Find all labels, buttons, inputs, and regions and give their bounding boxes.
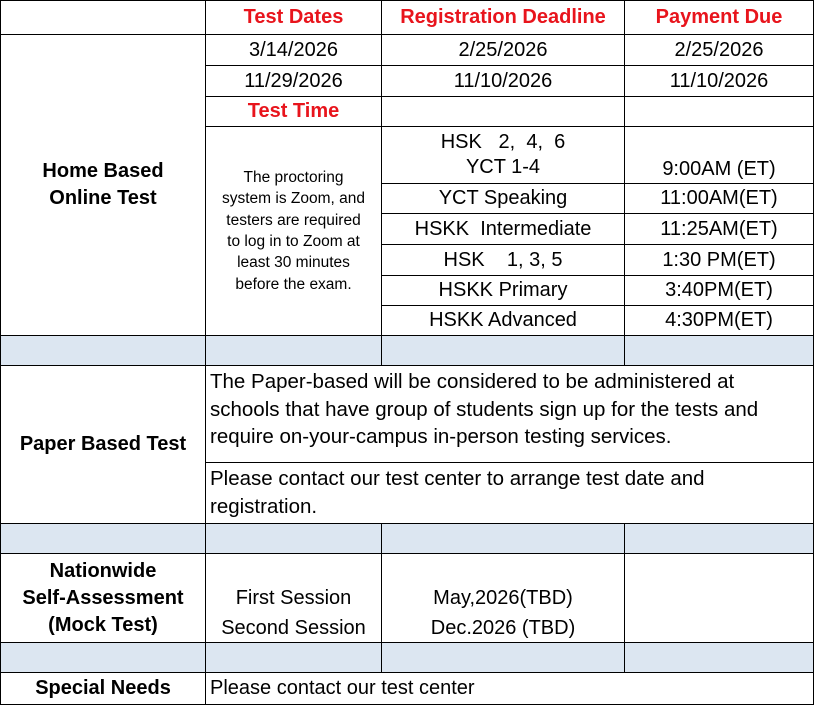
mock-empty-cell xyxy=(624,553,814,643)
paper-based-contact: Please contact our test center to arrange test date and registration. xyxy=(205,462,814,524)
spacer-cell xyxy=(381,335,625,366)
schedule-time-2: 11:00AM(ET) xyxy=(624,183,814,214)
proctoring-note-line: system is Zoom, and xyxy=(222,190,365,208)
spacer-cell xyxy=(624,523,814,554)
schedule-time-6: 4:30PM(ET) xyxy=(624,305,814,336)
mock-session-1-date: May,2026(TBD) xyxy=(433,586,573,609)
mock-session-2-date: Dec.2026 (TBD) xyxy=(430,616,576,639)
spacer-cell xyxy=(0,642,206,673)
proctoring-note-line: least 30 minutes xyxy=(237,254,350,272)
paper-based-description: The Paper-based will be considered to be administered at schools that have group of students sign up for the tests and require on-your-campus in-person testing services. xyxy=(205,365,814,463)
schedule-test-1 xyxy=(381,126,625,184)
header-payment-due: Payment Due xyxy=(624,0,814,35)
spacer-cell xyxy=(0,335,206,366)
proctoring-note-line: The proctoring xyxy=(243,168,344,186)
payment-due-1: 2/25/2026 xyxy=(624,34,814,66)
test-date-1: 3/14/2026 xyxy=(205,34,382,66)
header-registration-deadline: Registration Deadline xyxy=(381,0,625,35)
schedule-time-5: 3:40PM(ET) xyxy=(624,275,814,306)
spacer-cell xyxy=(624,642,814,673)
registration-deadline-2: 11/10/2026 xyxy=(381,65,625,97)
home-based-label xyxy=(0,34,206,336)
mock-test-label-line3: (Mock Test) xyxy=(48,613,158,636)
paper-based-label xyxy=(0,365,206,524)
paper-based-label-text: Paper Based Test xyxy=(19,433,187,455)
special-needs-label-text: Special Needs xyxy=(35,677,171,699)
mock-test-label xyxy=(0,553,206,643)
schedule-time-3: 11:25AM(ET) xyxy=(624,213,814,245)
proctoring-note-line: before the exam. xyxy=(235,275,352,293)
header-test-time: Test Time xyxy=(205,96,382,127)
home-based-label-line2: Online Test xyxy=(49,187,157,209)
spacer-cell xyxy=(624,335,814,366)
payment-due-2: 11/10/2026 xyxy=(624,65,814,97)
test-date-2: 11/29/2026 xyxy=(205,65,382,97)
home-based-label-line1: Home Based xyxy=(42,160,164,182)
schedule-test-1-line1: HSK 2, 4, 6 xyxy=(440,131,566,153)
proctoring-note xyxy=(205,126,382,336)
proctoring-note-line: to log in to Zoom at xyxy=(227,233,360,250)
schedule-test-2: YCT Speaking xyxy=(381,183,625,214)
registration-deadline-1: 2/25/2026 xyxy=(381,34,625,66)
mock-session-1-name: First Session xyxy=(235,586,352,609)
special-needs-label xyxy=(0,672,206,705)
test-time-empty-cell xyxy=(381,96,625,127)
schedule-test-4: HSK 1, 3, 5 xyxy=(381,244,625,276)
spacer-cell xyxy=(205,642,382,673)
mock-session-2-name: Second Session xyxy=(221,616,366,639)
schedule-test-1-line2: YCT 1-4 xyxy=(465,156,541,178)
schedule-time-1: 9:00AM (ET) xyxy=(624,126,814,184)
proctoring-note-line: testers are required xyxy=(226,211,361,229)
spacer-cell xyxy=(381,523,625,554)
test-time-empty-cell-2 xyxy=(624,96,814,127)
spacer-cell xyxy=(205,523,382,554)
special-needs-text: Please contact our test center xyxy=(205,672,814,705)
schedule-test-5: HSKK Primary xyxy=(381,275,625,306)
spacer-cell xyxy=(205,335,382,366)
schedule-test-6: HSKK Advanced xyxy=(381,305,625,336)
header-empty-cell xyxy=(0,0,206,35)
header-test-dates: Test Dates xyxy=(205,0,382,35)
mock-test-label-line2: Self-Assessment xyxy=(22,586,184,609)
schedule-test-3: HSKK Intermediate xyxy=(381,213,625,245)
schedule-time-4: 1:30 PM(ET) xyxy=(624,244,814,276)
spacer-cell xyxy=(381,642,625,673)
mock-test-label-line1: Nationwide xyxy=(49,559,157,582)
spacer-cell xyxy=(0,523,206,554)
